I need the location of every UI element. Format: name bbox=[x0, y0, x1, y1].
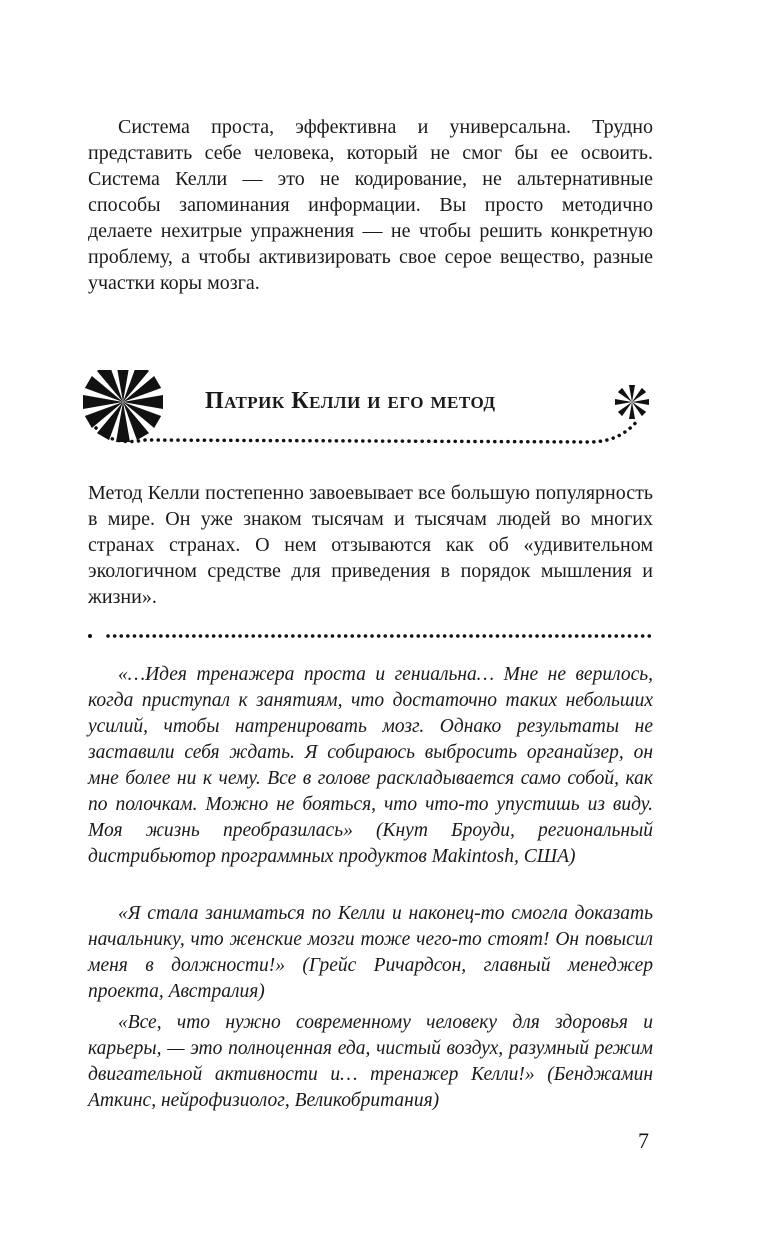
dotted-underline bbox=[96, 420, 638, 442]
intro-paragraph: Система проста, эффективна и универсальна. Трудно представить себе человека, который не смог бы ее освоить. Система Келли — это не кодирование, не альтернативные способы запоминания информации. Вы просто методично делаете нехитрые упражнения — не чтобы решить конкретную проблему, а чтобы активизировать свое серое вещество, разные участки коры мозга. bbox=[88, 116, 653, 294]
small-starburst-icon bbox=[615, 385, 649, 419]
page-number: 7 bbox=[638, 1128, 649, 1153]
testimonial-quote: «Все, что нужно современному человеку для здоровья и карьеры, — это полноценная еда, чистый воздух, разумный режим двигательной активности и… тренажер Келли!» (Бенджамин Аткинс, нейрофизиолог, Великобритания) bbox=[88, 1012, 653, 1111]
heading-ornament bbox=[0, 370, 768, 460]
testimonial-quote: «…Идея тренажера проста и гениальна… Мне не верилось, когда приступал к занятиям, что достаточно таких небольших усилий, чтобы натренировать мозг. Однако результаты не заставили себя ждать. Я собираюсь выбросить органайзер, он мне более ни к чему. Все в голове раскладывается само собой, как по полочкам. Можно не бояться, что что-то упустишь из виду. Моя жизнь преобразилась» (Кнут Броуди, региональный дистрибьютор программных продуктов Makintosh, США) bbox=[88, 664, 653, 867]
method-paragraph: Метод Келли постепенно завоевывает все большую популярность в мире. Он уже знаком тысячам и тысячам людей во многих странах странах. О нем отзываются как об «удивительном экологичном средстве для приведения в порядок мышления и жизни». bbox=[88, 482, 653, 608]
testimonial-quote: «Я стала заниматься по Келли и наконец-то смогла доказать начальнику, что женские мозги тоже чего-то стоят! Он повысил меня в должности!» (Грейс Ричардсон, главный менеджер проекта, Австралия) bbox=[88, 903, 653, 1002]
dotted-separator bbox=[88, 628, 658, 640]
starburst-icon bbox=[83, 370, 163, 442]
section-title: Патрик Келли и его метод bbox=[205, 388, 496, 414]
section-heading bbox=[0, 370, 768, 460]
